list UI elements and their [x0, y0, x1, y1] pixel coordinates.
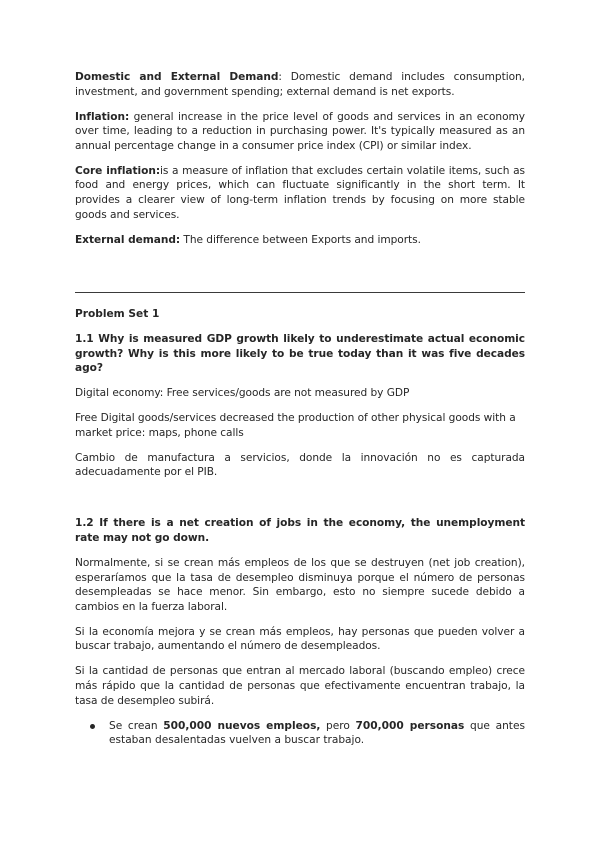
definition-domestic-external: [75, 70, 525, 99]
term: Inflation:: [75, 110, 130, 123]
list-item: [109, 719, 525, 748]
answer-1-1-b: Free Digital goods/services decreased the production of other physical goods with a market price: maps, phone calls: [75, 412, 516, 439]
term: External demand:: [75, 233, 181, 246]
bullet-bold-jobs: 500,000 nuevos empleos,: [163, 719, 321, 732]
answer-1-1-c: Cambio de manufactura a servicios, donde la innovación no es capturada adecuadamente por el PIB.: [75, 451, 525, 479]
separator: :: [278, 71, 291, 83]
definition-external-demand: [75, 233, 525, 248]
bullet-text-mid: pero: [320, 719, 356, 732]
answer-1-1-a: Digital economy: Free services/goods are not measured by GDP: [75, 387, 410, 400]
term: Domestic and External Demand: [75, 71, 279, 83]
answer-1-2-c: Si la cantidad de personas que entran al mercado laboral (buscando empleo) crece más rápido que la cantidad de personas que efectivamente encuentran trabajo, la tasa de desempleo subirá.: [75, 665, 525, 707]
term: Core inflation:: [75, 164, 161, 177]
bullet-text-post: que antes estaban desalentadas vuelven a buscar trabajo.: [109, 719, 525, 747]
definition-text: is a measure of inflation that excludes certain volatile items, such as food and energy prices, which can fluctuate significantly in the short term. It provides a clearer view of long-term inflation trends by focusing on more stable goods and services.: [75, 164, 525, 221]
spacer: [75, 490, 525, 516]
problem-set-title: Problem Set 1: [75, 308, 160, 321]
definition-core-inflation: [75, 164, 525, 222]
answer-1-2-b: Si la economía mejora y se crean más empleos, hay personas que pueden volver a buscar trabajo, aumentando el número de desempleados.: [75, 625, 525, 653]
definition-text: Domestic demand includes consumption, investment, and government spending; external demand is net exports.: [75, 71, 525, 98]
question-1-1: 1.1 Why is measured GDP growth likely to underestimate actual economic growth? Why is this more likely to be true today than it was five decades ago?: [75, 333, 525, 375]
definition-text: general increase in the price level of goods and services in an economy over time, leading to a reduction in purchasing power. It's typically measured as an annual percentage change in a consumer price index (CPI) or similar index.: [75, 110, 525, 152]
definition-text: The difference between Exports and imports.: [180, 233, 421, 246]
bullet-text-pre: Se crean: [109, 719, 164, 732]
answer-1-2-a: Normalmente, si se crean más empleos de los que se destruyen (net job creation), esperaríamos que la tasa de desempleo disminuya porque el número de personas desempleadas se hace menor. Sin embargo, esto no siempre sucede debido a cambios en la fuerza laboral.: [75, 556, 525, 613]
bullet-list: [75, 719, 525, 748]
definition-inflation: [75, 110, 525, 154]
bullet-bold-people: 700,000 personas: [355, 719, 465, 732]
question-1-2: 1.2 If there is a net creation of jobs in the economy, the unemployment rate may not go down.: [75, 517, 525, 544]
horizontal-divider: [75, 292, 525, 293]
bullet-icon: [90, 724, 95, 729]
